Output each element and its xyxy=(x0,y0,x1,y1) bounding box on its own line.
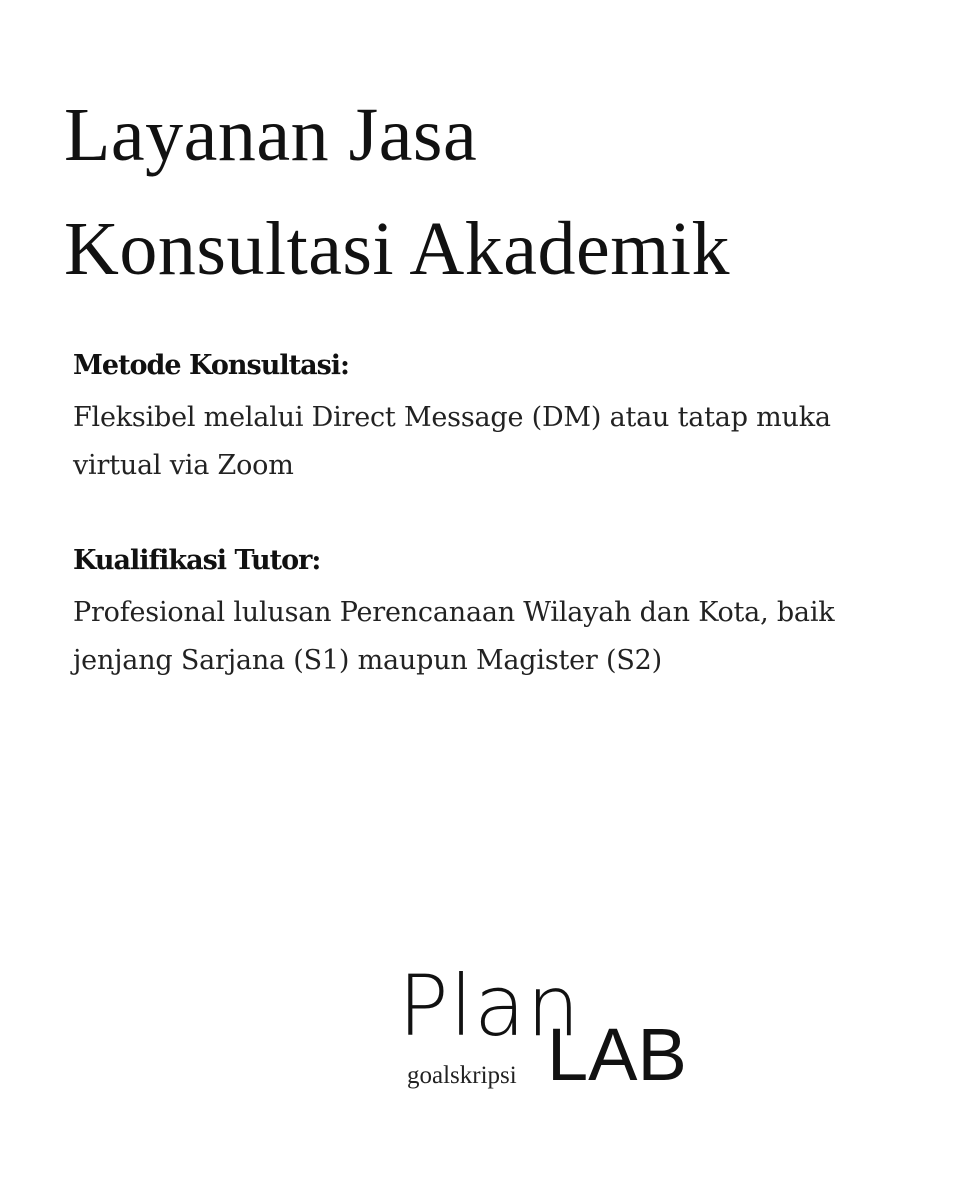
consultation-method-description: Fleksibel melalui Direct Message (DM) atau tatap muka virtual via Zoom xyxy=(73,402,831,481)
consultation-method-heading: Metode Konsultasi: xyxy=(73,350,349,381)
page-title xyxy=(64,78,730,306)
tutor-qualification-heading: Kualifikasi Tutor: xyxy=(73,545,321,576)
logo-plan-text: Plan xyxy=(398,957,581,1055)
logo-subtitle: goalskripsi xyxy=(407,1062,517,1089)
consultation-method-section xyxy=(73,346,873,490)
page-title-line-2: Konsultasi Akademik xyxy=(64,207,731,291)
tutor-qualification-section xyxy=(73,541,873,685)
planlab-logo xyxy=(398,957,698,1100)
logo-lab-text: LAB xyxy=(547,1013,687,1096)
tutor-qualification-description: Profesional lulusan Perencanaan Wilayah dan Kota, baik jenjang Sarjana (S1) maupun Magister (S2) xyxy=(73,597,835,676)
page-title-line-1: Layanan Jasa xyxy=(64,93,478,177)
